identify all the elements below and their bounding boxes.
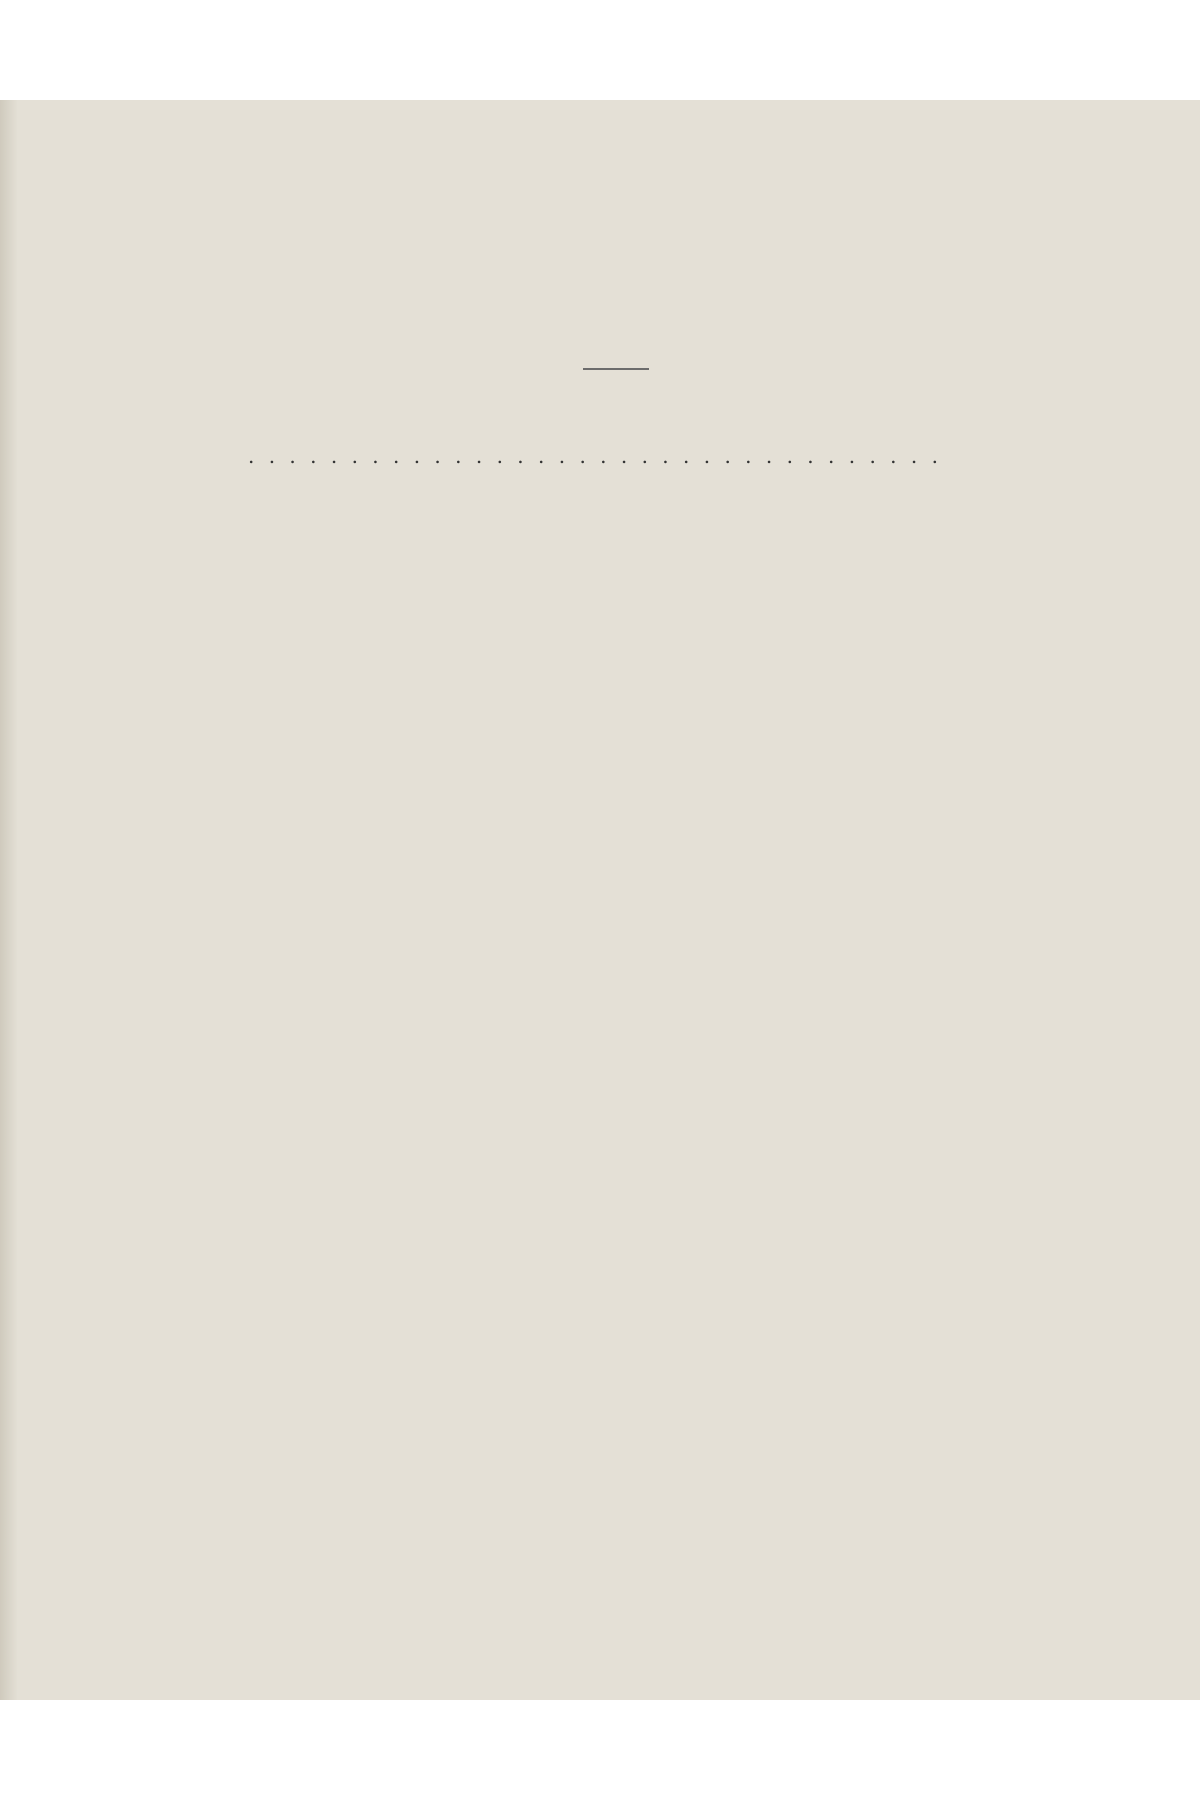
leader-dots: [248, 440, 948, 472]
title-divider: [583, 368, 649, 370]
toc-entry-preface: [248, 440, 948, 472]
book-page: [0, 100, 1200, 1700]
toc-entry-introduction: [248, 482, 648, 514]
